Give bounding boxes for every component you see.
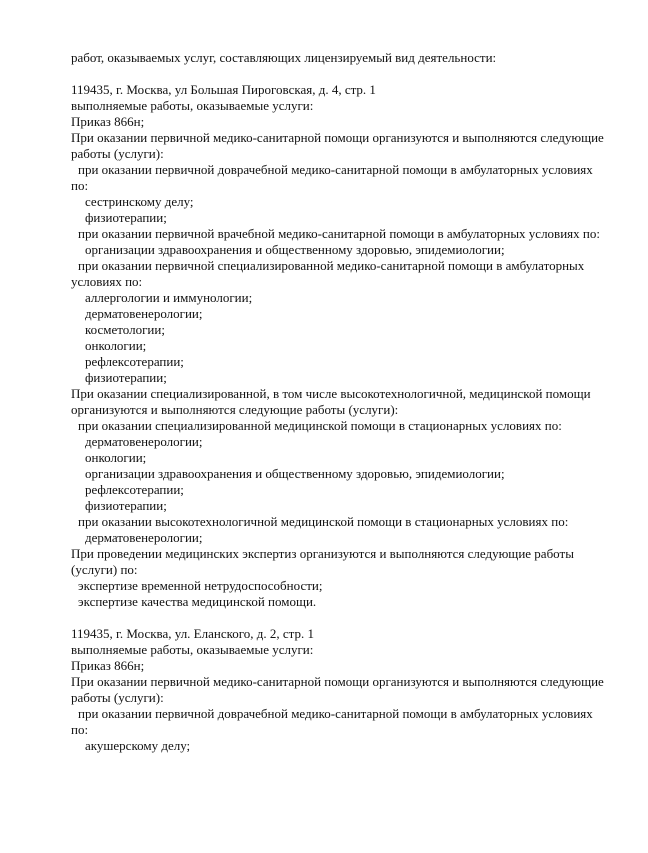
document-line: акушерскому делу; <box>85 738 191 753</box>
document-line: дерматовенерологии; <box>85 434 203 449</box>
document-line: физиотерапии; <box>85 210 167 225</box>
document-line: организуются и выполняются следующие работы (услуги): <box>71 402 399 417</box>
document-line: при оказании первичной доврачебной медико-санитарной помощи в амбулаторных условиях <box>78 706 593 721</box>
blank-line <box>71 66 631 82</box>
document-line: Приказ 866н; <box>71 658 145 673</box>
document-line: по: <box>71 722 89 737</box>
document-line: При оказании специализированной, в том числе высокотехнологичной, медицинской помощи <box>71 386 591 401</box>
document-line: онкологии; <box>85 450 147 465</box>
document-line: выполняемые работы, оказываемые услуги: <box>71 642 314 657</box>
document-line: физиотерапии; <box>85 370 167 385</box>
document-line: организации здравоохранения и общественному здоровью, эпидемиологии; <box>85 242 505 257</box>
document-line: организации здравоохранения и общественному здоровью, эпидемиологии; <box>85 466 505 481</box>
document-line: условиях по: <box>71 274 143 289</box>
document-line: При оказании первичной медико-санитарной помощи организуются и выполняются следующие <box>71 130 604 145</box>
document-line: онкологии; <box>85 338 147 353</box>
document-line: при оказании первичной специализированной медико-санитарной помощи в амбулаторных <box>78 258 585 273</box>
document-line: экспертизе временной нетрудоспособности; <box>78 578 323 593</box>
intro-line: работ, оказываемых услуг, составляющих лицензируемый вид деятельности: <box>71 50 497 65</box>
address-section <box>71 66 631 610</box>
document-line: при оказании первичной врачебной медико-санитарной помощи в амбулаторных условиях по: <box>78 226 600 241</box>
document-line: работы (услуги): <box>71 690 164 705</box>
document-line: при оказании высокотехнологичной медицинской помощи в стационарных условиях по: <box>78 514 569 529</box>
address-section <box>71 610 631 754</box>
document-line: При проведении медицинских экспертиз организуются и выполняются следующие работы <box>71 546 574 561</box>
document-line: сестринскому делу; <box>85 194 194 209</box>
document-line: рефлексотерапии; <box>85 354 184 369</box>
blank-line <box>71 610 631 626</box>
address-line: 119435, г. Москва, ул Большая Пироговская, д. 4, стр. 1 <box>71 82 376 97</box>
document-line: косметологии; <box>85 322 165 337</box>
document-page <box>71 50 631 754</box>
document-line: при оказании специализированной медицинской помощи в стационарных условиях по: <box>78 418 562 433</box>
document-line: рефлексотерапии; <box>85 482 184 497</box>
document-line: аллергологии и иммунологии; <box>85 290 253 305</box>
document-line: При оказании первичной медико-санитарной помощи организуются и выполняются следующие <box>71 674 604 689</box>
document-line: Приказ 866н; <box>71 114 145 129</box>
document-line: при оказании первичной доврачебной медико-санитарной помощи в амбулаторных условиях <box>78 162 593 177</box>
document-line: выполняемые работы, оказываемые услуги: <box>71 98 314 113</box>
document-line: дерматовенерологии; <box>85 306 203 321</box>
document-line: экспертизе качества медицинской помощи. <box>78 594 317 609</box>
document-line: дерматовенерологии; <box>85 530 203 545</box>
document-line: работы (услуги): <box>71 146 164 161</box>
address-line: 119435, г. Москва, ул. Еланского, д. 2, стр. 1 <box>71 626 314 641</box>
document-line: по: <box>71 178 89 193</box>
document-line: физиотерапии; <box>85 498 167 513</box>
document-line: (услуги) по: <box>71 562 138 577</box>
